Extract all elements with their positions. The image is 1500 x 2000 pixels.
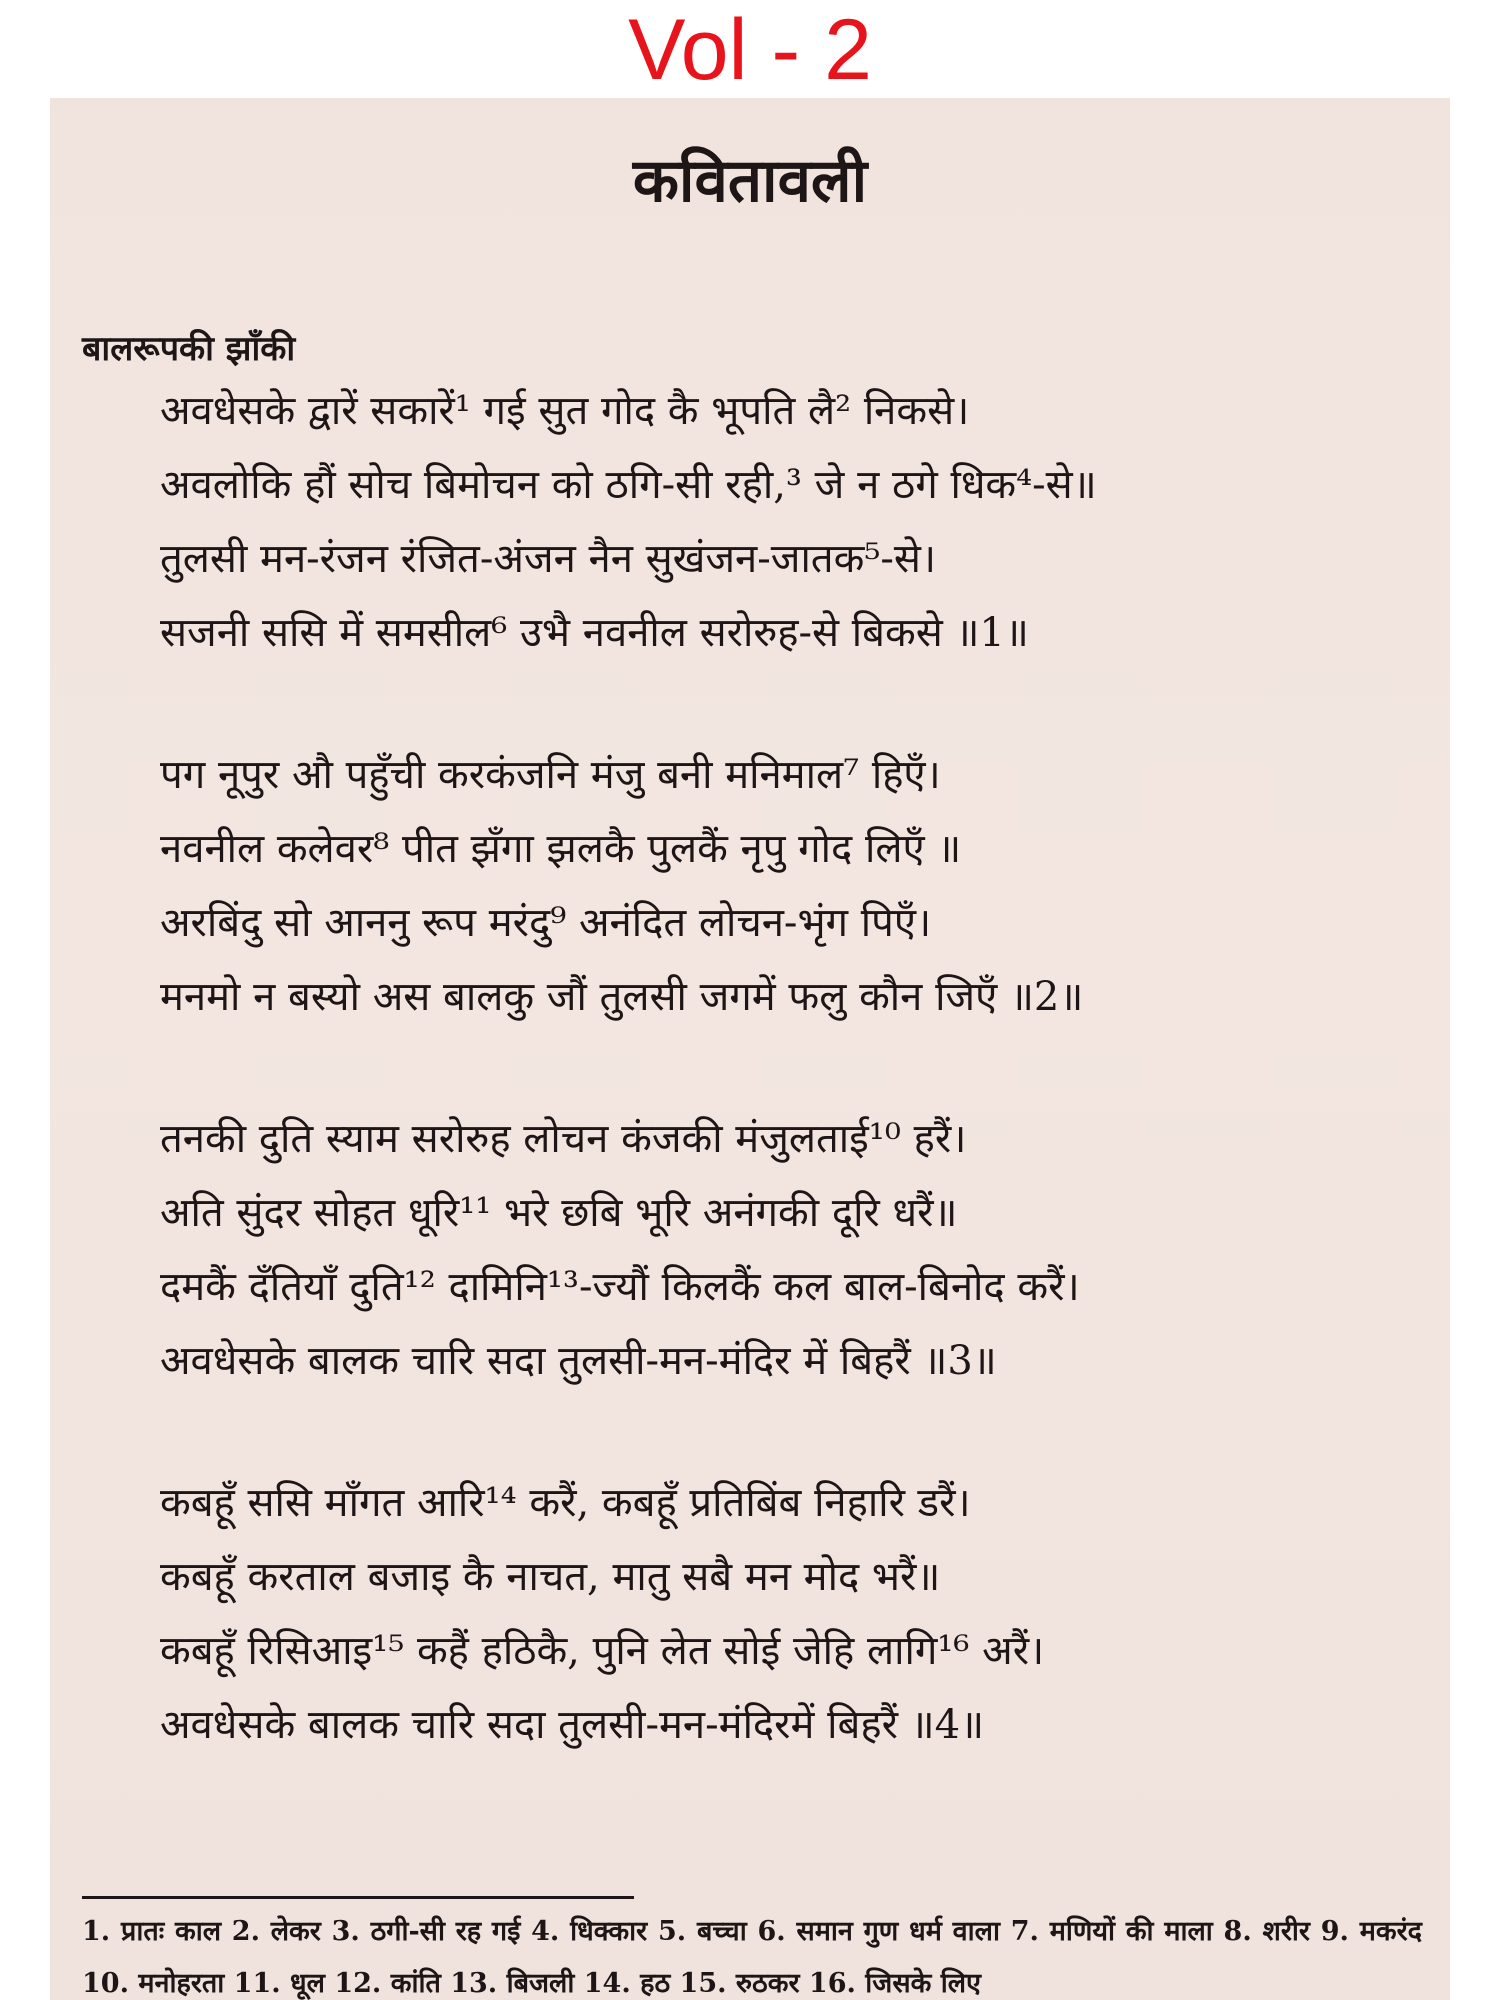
verse-line: तुलसी मन-रंजन रंजित-अंजन नैन सुखंजन-जातक⁵-से। [160,536,937,582]
stanza-3 [160,1102,1375,1398]
book-page [50,98,1450,2000]
verse-line: कबहूँ ससि माँगत आरि¹⁴ करैं, कबहूँ प्रतिबिंब निहारि डरैं। [160,1480,971,1526]
verse-line: सजनी ससि में समसील⁶ उभै नवनील सरोरुह-से बिकसे ॥1॥ [160,610,1029,656]
verse-line: अति सुंदर सोहत धूरि¹¹ भरे छबि भूरि अनंगकी दूरि धरैं॥ [160,1190,958,1236]
verse-line: अवधेसके द्वारें सकारें¹ गई सुत गोद कै भूपति लै² निकसे। [160,388,970,434]
section-heading: बालरूपकी झाँकी [82,329,296,369]
stanza-2 [160,738,1375,1034]
verse-line: अवधेसके बालक चारि सदा तुलसी-मन-मंदिर में बिहरैं ॥3॥ [160,1338,997,1384]
footnotes: 1. प्रातः काल 2. लेकर 3. ठगी-सी रह गई 4. धिक्कार 5. बच्चा 6. समान गुण धर्म वाला 7. मणियों की माला 8. शरीर 9. मकरंद 10. मनोहरता 11. धूल 12. कांति 13. बिजली 14. हठ 15. रुठकर 16. जिसके लिए [82,1916,1422,1999]
verse-line: अवलोकि हौं सोच बिमोचन को ठगि-सी रही,³ जे न ठगे धिक⁴-से॥ [160,462,1097,508]
verse-line: दमकैं दँतियाँ दुति¹² दामिनि¹³-ज्यौं किलकैं कल बाल-बिनोद करैं। [160,1264,1080,1310]
verse-line: अरबिंदु सो आननु रूप मरंदु⁹ अनंदित लोचन-भृंग पिएँ। [160,900,932,946]
volume-title: Vol - 2 [628,2,872,98]
verse-line: नवनील कलेवर⁸ पीत झँगा झलकै पुलकैं नृपु गोद लिएँ ॥ [160,826,962,872]
verse-line: पग नूपुर औ पहुँची करकंजनि मंजु बनी मनिमाल⁷ हिएँ। [160,752,941,798]
verse-line: मनमो न बस्यो अस बालकु जौं तुलसी जगमें फलु कौन जिएँ ॥2॥ [160,974,1084,1020]
stanza-4 [160,1466,1375,1762]
verse-line: अवधेसके बालक चारि सदा तुलसी-मन-मंदिरमें बिहरैं ॥4॥ [160,1702,985,1748]
verse-line: कबहूँ करताल बजाइ कै नाचत, मातु सबै मन मोद भरैं॥ [160,1554,941,1600]
stanza-1 [160,374,1375,670]
footnote-divider [82,1896,634,1899]
verse-line: कबहूँ रिसिआइ¹⁵ कहैं हठिकै, पुनि लेत सोई जेहि लागि¹⁶ अरैं। [160,1628,1045,1674]
verse-line: तनकी दुति स्याम सरोरुह लोचन कंजकी मंजुलताई¹⁰ हरैं। [160,1116,967,1162]
page-heading: कवितावली [632,146,868,216]
